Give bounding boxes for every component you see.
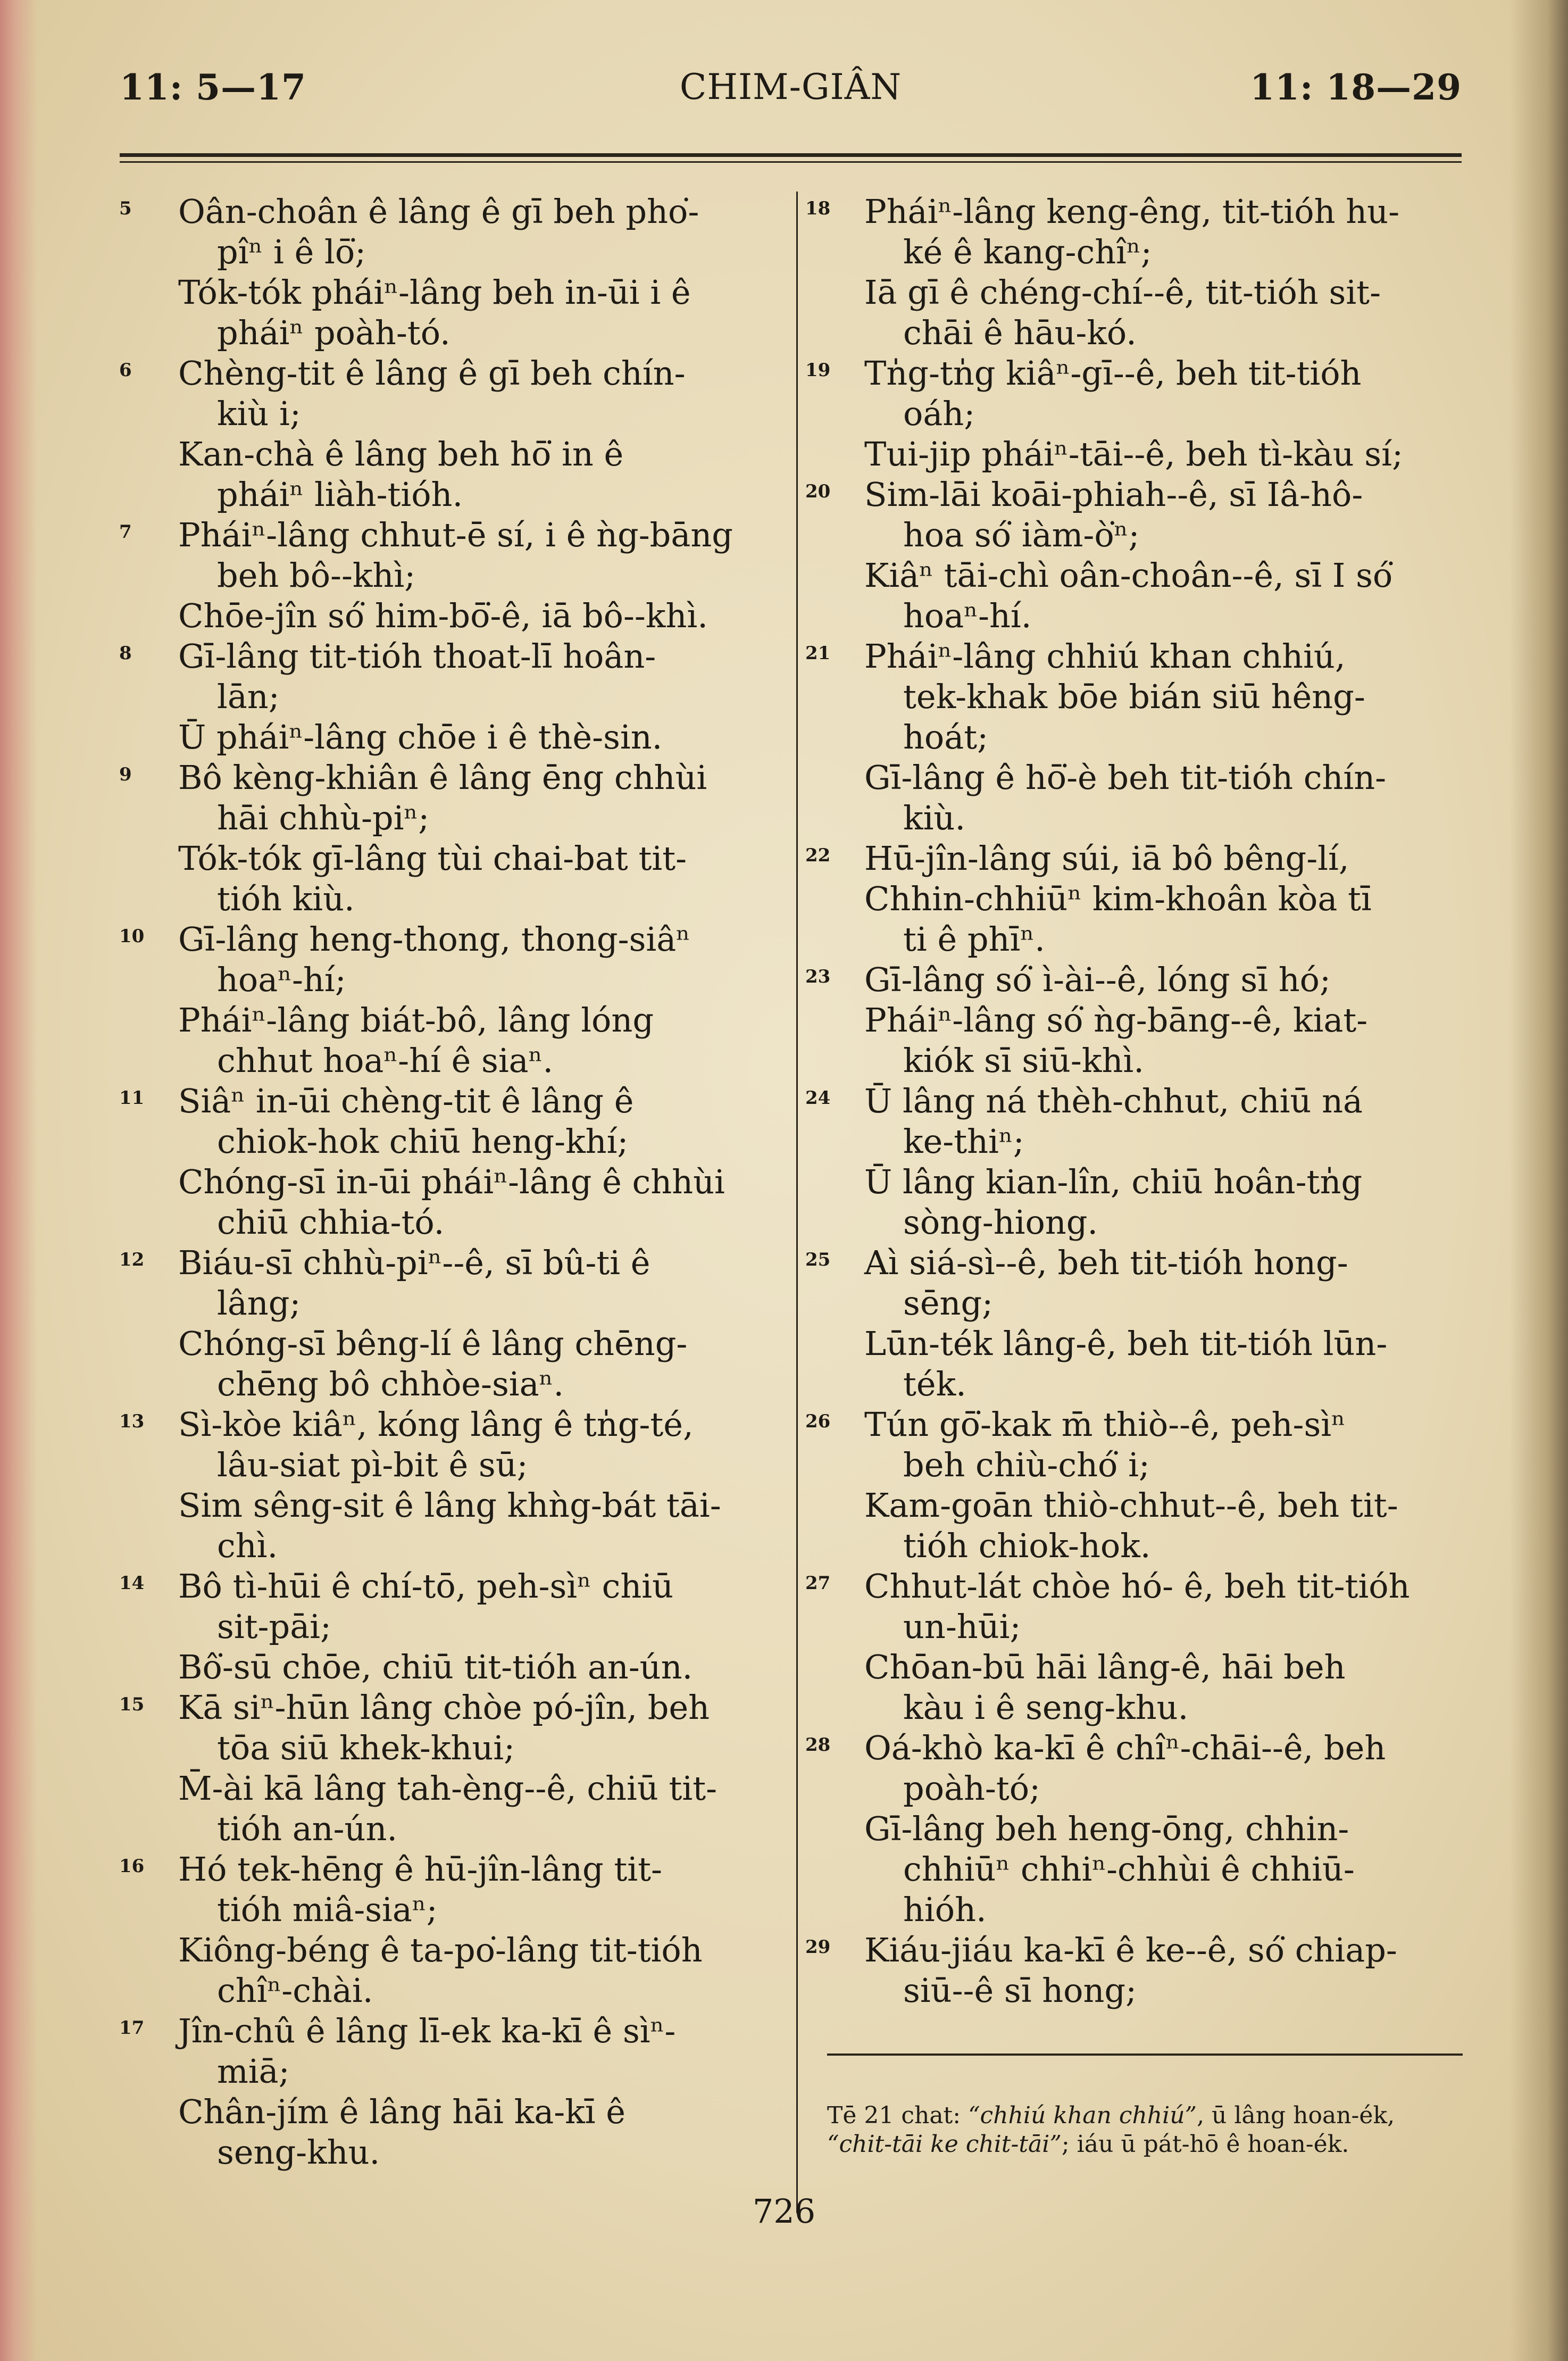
verse <box>805 475 1463 636</box>
verse-line: Oân-choân ê lâng ê gī beh pho͘- <box>178 192 699 231</box>
verse-line: Tók-tók pháiⁿ-lâng beh in-ūi i ê <box>178 273 691 312</box>
verse <box>119 1849 782 2011</box>
verse-number: 10 <box>119 926 145 947</box>
verse-line: lān; <box>217 677 280 716</box>
verse-line: sit-pāi; <box>217 1607 331 1646</box>
header-rule-thick <box>120 153 1462 157</box>
page-number: 726 <box>752 2192 816 2231</box>
verse-line: Chhin-chhiūⁿ kim-khoân kòa tī <box>864 879 1372 918</box>
verse <box>805 1404 1463 1566</box>
verse-line: Lūn-ték lâng-ê, beh tit-tióh lūn- <box>864 1324 1388 1363</box>
verse <box>119 2011 782 2173</box>
verse-line: chāi ê hāu-kó. <box>903 313 1137 352</box>
verse-line: ték. <box>903 1365 966 1403</box>
verse-line: Gī-lâng beh heng-ōng, chhin- <box>864 1809 1349 1848</box>
verse-line: Iā gī ê chéng-chí--ê, tit-tióh sit- <box>864 273 1381 312</box>
verse-line: Chóng-sī in-ūi pháiⁿ-lâng ê chhùi <box>178 1162 725 1201</box>
header-chapter-range-left: 11: 5—17 <box>120 66 306 108</box>
verse-line: Bô͘-sū chōe, chiū tit-tióh an-ún. <box>178 1648 693 1686</box>
header-rule-thin <box>120 161 1462 163</box>
verse-line: miā; <box>217 2052 290 2091</box>
verse-line: Sim-lāi koāi-phiah--ê, sī Iâ-hô- <box>864 475 1363 514</box>
verse-line: Pháiⁿ-lâng chhiú khan chhiú, <box>864 637 1346 676</box>
verse-line: kiók sī siū-khì. <box>903 1041 1144 1080</box>
verse-line: Chèng-tit ê lâng ê gī beh chín- <box>178 354 686 393</box>
verse-number: 8 <box>119 643 132 664</box>
verse <box>805 636 1463 838</box>
verse <box>805 838 1463 960</box>
verse <box>119 1566 782 1687</box>
verse <box>119 515 782 636</box>
verse-number: 20 <box>805 481 831 502</box>
verse-line: poàh-tó; <box>903 1769 1040 1808</box>
verse-line: hoaⁿ-hí. <box>903 596 1032 635</box>
verse-line: Oá-khò ka-kī ê chîⁿ-chāi--ê, beh <box>864 1728 1386 1767</box>
verse <box>119 1081 782 1243</box>
verse-number: 16 <box>119 1856 145 1877</box>
verse-number: 25 <box>805 1249 831 1270</box>
verse-number: 26 <box>805 1411 831 1432</box>
verse-line: sòng-hiong. <box>903 1203 1098 1242</box>
verse-line: ti ê phīⁿ. <box>903 920 1045 959</box>
verse-line: hoát; <box>903 718 989 756</box>
verse-line: Pháiⁿ-lâng biát-bô, lâng lóng <box>178 1001 654 1040</box>
verse-line: tióh an-ún. <box>217 1809 398 1848</box>
verse-line: Ū pháiⁿ-lâng chōe i ê thè-sin. <box>178 718 663 756</box>
verse-line: tióh kiù. <box>217 879 355 918</box>
verse-line: Pháiⁿ-lâng chhut-ē sí, i ê ǹg-bāng <box>178 516 733 554</box>
header-chapter-range-right: 11: 18—29 <box>1250 66 1462 108</box>
verse-line: hióh. <box>903 1890 987 1929</box>
verse-line: Bô tì-hūi ê chí-tō, peh-sìⁿ chiū <box>178 1567 674 1606</box>
verse-line: Tún gō͘-kak m̄ thiò--ê, peh-sìⁿ <box>864 1405 1346 1444</box>
verse-line: Gī-lâng só͘ ì-ài--ê, lóng sī hó; <box>864 960 1331 999</box>
verse-line: Pháiⁿ-lâng keng-êng, tit-tióh hu- <box>864 192 1400 231</box>
verse <box>805 1930 1463 2011</box>
verse-number: 24 <box>805 1087 831 1109</box>
verse <box>119 192 782 353</box>
running-header <box>120 66 1462 114</box>
footnote-quote-1: “chhiú khan chhiú” <box>968 2102 1197 2129</box>
verse <box>119 1243 782 1404</box>
verse-line: Chóng-sī bêng-lí ê lâng chēng- <box>178 1324 688 1363</box>
verse-line: ke-thiⁿ; <box>903 1122 1024 1161</box>
verse-line: Chân-jím ê lâng hāi ka-kī ê <box>178 2092 625 2131</box>
verse-line: lâng; <box>217 1284 301 1323</box>
footnote-rule <box>827 2054 1463 2056</box>
verse <box>119 636 782 758</box>
verse-number: 15 <box>119 1694 145 1715</box>
verse <box>805 1081 1463 1243</box>
verse-number: 29 <box>805 1936 831 1958</box>
verse-line: Ū lâng kian-lîn, chiū hoân-tn̍g <box>864 1162 1363 1201</box>
verse-line: sēng; <box>903 1284 994 1323</box>
page-edge-left <box>0 0 37 2361</box>
verse-line: Kiâⁿ tāi-chì oân-choân--ê, sī I só͘ <box>864 556 1393 595</box>
verse <box>805 192 1463 353</box>
verse-number: 22 <box>805 845 831 866</box>
verse-line: Gī-lâng ê hō͘-è beh tit-tióh chín- <box>864 758 1387 797</box>
verse-line: hoa só͘ iàm-ò͘ⁿ; <box>903 516 1140 554</box>
verse-line: Pháiⁿ-lâng só͘ ǹg-bāng--ê, kiat- <box>864 1001 1368 1040</box>
verse <box>805 1566 1463 1728</box>
verse-line: kàu i ê seng-khu. <box>903 1688 1189 1727</box>
verse-line: Siâⁿ in-ūi chèng-tit ê lâng ê <box>178 1082 634 1120</box>
verse-line: Kā siⁿ-hūn lâng chòe pó-jîn, beh <box>178 1688 710 1727</box>
verse-line: hoaⁿ-hí; <box>217 960 346 999</box>
verse-line: Biáu-sī chhù-piⁿ--ê, sī bû-ti ê <box>178 1243 650 1282</box>
page-edge-right <box>1509 0 1568 2361</box>
verse <box>119 353 782 515</box>
verse-line: chîⁿ-chài. <box>217 1971 373 2010</box>
footnote <box>827 2101 1463 2159</box>
footnote-mid: , ū lâng hoan-ék, <box>1197 2102 1395 2129</box>
verse-line: pháiⁿ poàh-tó. <box>217 313 451 352</box>
left-text-column <box>119 192 782 2173</box>
verse-number: 18 <box>805 198 831 219</box>
verse-line: Chōe-jîn só͘ him-bō͘-ê, iā bô--khì. <box>178 596 708 635</box>
verse-line: tōa siū khek-khui; <box>217 1728 515 1767</box>
header-book-title: CHIM-GIÂN <box>679 66 902 107</box>
verse <box>119 1404 782 1566</box>
verse-line: chiok-hok chiū heng-khí; <box>217 1122 629 1161</box>
verse-line: M̄-ài kā lâng tah-èng--ê, chiū tit- <box>178 1769 718 1808</box>
verse <box>805 353 1463 475</box>
verse-line: siū--ê sī hong; <box>903 1971 1137 2010</box>
verse-line: ké ê kang-chîⁿ; <box>903 232 1152 271</box>
verse-number: 13 <box>119 1411 145 1432</box>
verse-line: tióh miâ-siaⁿ; <box>217 1890 438 1929</box>
verse-line: pîⁿ i ê lō͘; <box>217 232 366 271</box>
verse-line: Hó tek-hēng ê hū-jîn-lâng tit- <box>178 1850 662 1889</box>
footnote-prefix: Tē 21 chat: <box>827 2102 969 2129</box>
verse-number: 9 <box>119 764 132 785</box>
verse-line: seng-khu. <box>217 2133 380 2172</box>
verse-line: Tui-jip pháiⁿ-tāi--ê, beh tì-kàu sí; <box>864 435 1403 473</box>
verse-line: chì. <box>217 1526 278 1565</box>
verse-line: chēng bô chhòe-siaⁿ. <box>217 1365 564 1403</box>
verse-line: Sì-kòe kiâⁿ, kóng lâng ê tn̍g-té, <box>178 1405 694 1444</box>
verse-line: kiù i; <box>217 394 301 433</box>
verse-line: Sim sêng-sit ê lâng khǹg-bát tāi- <box>178 1486 721 1525</box>
verse-line: beh bô--khì; <box>217 556 416 595</box>
verse-line: Gī-lâng heng-thong, thong-siâⁿ <box>178 920 690 959</box>
verse-line: Chōan-bū hāi lâng-ê, hāi beh <box>864 1648 1346 1686</box>
verse-line: Kan-chà ê lâng beh hō͘ in ê <box>178 435 624 473</box>
verse <box>805 1243 1463 1404</box>
verse-line: chhut hoaⁿ-hí ê siaⁿ. <box>217 1041 554 1080</box>
verse-number: 5 <box>119 198 132 219</box>
verse-number: 6 <box>119 360 132 381</box>
verse-number: 21 <box>805 643 831 664</box>
verse-line: beh chiù-chó͘ i; <box>903 1445 1150 1484</box>
verse-line: oáh; <box>903 394 975 433</box>
verse-number: 17 <box>119 2017 145 2039</box>
verse-line: pháiⁿ liàh-tióh. <box>217 475 463 514</box>
footnote-quote-2: “chit-tāi ke chit-tāi” <box>827 2131 1062 2158</box>
verse-line: Aì siá-sì--ê, beh tit-tióh hong- <box>864 1243 1348 1282</box>
verse-number: 7 <box>119 521 132 543</box>
verse-line: chhiūⁿ chhiⁿ-chhùi ê chhiū- <box>903 1850 1355 1889</box>
verse-line: tióh chiok-hok. <box>903 1526 1151 1565</box>
verse-line: chiū chhia-tó. <box>217 1203 445 1242</box>
verse-number: 11 <box>119 1087 145 1109</box>
verse <box>119 919 782 1081</box>
right-text-column <box>805 192 1463 2011</box>
verse-number: 19 <box>805 360 831 381</box>
verse-line: Bô kèng-khiân ê lâng ēng chhùi <box>178 758 707 797</box>
verse-line: Gī-lâng tit-tióh thoat-lī hoân- <box>178 637 656 676</box>
verse <box>805 1728 1463 1930</box>
verse-line: Kam-goān thiò-chhut--ê, beh tit- <box>864 1486 1398 1525</box>
verse <box>805 960 1463 1081</box>
verse-line: un-hūi; <box>903 1607 1021 1646</box>
verse-line: Kiông-béng ê ta-po͘-lâng tit-tióh <box>178 1931 703 1969</box>
verse-line: Chhut-lát chòe hó- ê, beh tit-tióh <box>864 1567 1410 1606</box>
verse-line: Tók-tók gī-lâng tùi chai-bat tit- <box>178 839 687 878</box>
verse-number: 12 <box>119 1249 145 1270</box>
verse-line: hāi chhù-piⁿ; <box>217 799 430 837</box>
verse <box>119 1687 782 1849</box>
footnote-suffix: ; iáu ū pát-hō ê hoan-ék. <box>1061 2131 1349 2158</box>
verse-line: tek-khak bōe bián siū hêng- <box>903 677 1365 716</box>
verse-line: Hū-jîn-lâng súi, iā bô bêng-lí, <box>864 839 1349 878</box>
verse-line: Tn̍g-tn̍g kiâⁿ-gī--ê, beh tit-tióh <box>864 354 1362 393</box>
verse-line: kiù. <box>903 799 966 837</box>
verse-number: 28 <box>805 1734 831 1756</box>
verse-line: Ū lâng ná thèh-chhut, chiū ná <box>864 1082 1363 1120</box>
verse-line: lâu-siat pì-bit ê sū; <box>217 1445 528 1484</box>
verse-number: 23 <box>805 966 831 987</box>
verse-line: Kiáu-jiáu ka-kī ê ke--ê, só͘ chiap- <box>864 1931 1397 1969</box>
verse <box>119 758 782 919</box>
verse-number: 14 <box>119 1573 145 1594</box>
column-divider <box>796 192 798 2213</box>
verse-line: Jîn-chû ê lâng lī-ek ka-kī ê sìⁿ- <box>178 2011 676 2050</box>
verse-number: 27 <box>805 1573 831 1594</box>
